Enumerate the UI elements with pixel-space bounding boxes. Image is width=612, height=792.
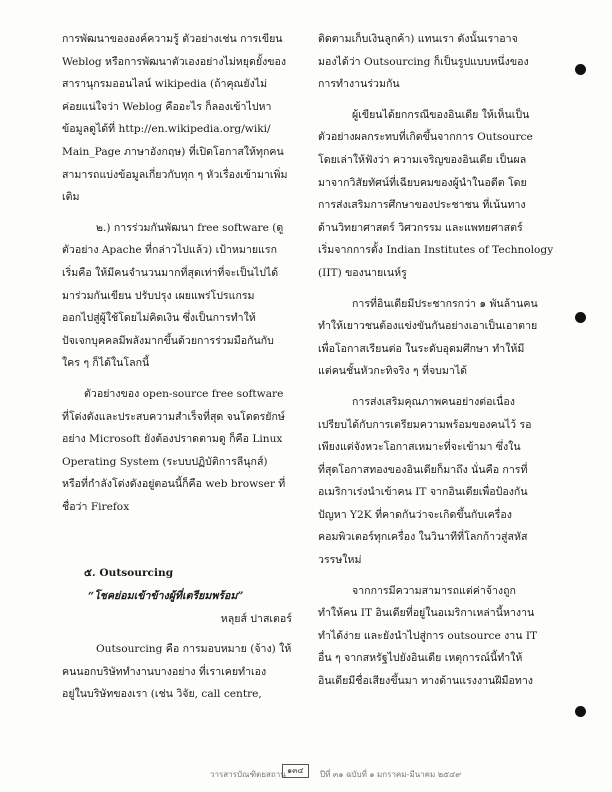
spacer	[62, 518, 302, 562]
paragraph	[318, 391, 554, 572]
text-line: (IIT) ของนายเนห์รู	[318, 266, 407, 279]
spacer	[62, 209, 302, 217]
spacer	[62, 630, 302, 638]
text-line: แต่คนชั้นหัวกะทิจริง ๆ ที่จบมาได้	[318, 365, 468, 378]
text-line: การทำงานร่วมกัน	[318, 78, 400, 91]
text-line: ชื่อว่า Firefox	[62, 500, 130, 513]
text-line: ผู้เขียนได้ยกกรณีของอินเดีย ให้เห็นเป็น	[352, 108, 530, 121]
text-line: ทำได้ง่าย และยังนำไปสู่การ outsource งาน IT	[318, 629, 538, 642]
spacer	[318, 96, 554, 104]
text-line: การพัฒนาขององค์ความรู้ ตัวอย่างเช่น การเขียน	[62, 33, 283, 45]
text-line: ติดตามเก็บเงินลูกค้า) แทนเรา ดังนั้นเราอาจ	[318, 33, 518, 45]
text-line: การส่งเสริมการศึกษาของประชาชน ที่เน้นทาง	[318, 199, 526, 212]
volume-issue: ปีที่ ๓๑ ฉบับที่ ๑ มกราคม-มีนาคม ๒๕๔๙	[320, 770, 462, 779]
text-line: ปัจเจกบุคคลมีพลังมากขึ้นด้วยการร่วมมือกันกับ	[62, 334, 274, 347]
text-line: หรือที่กำลังโด่งดังอยู่ตอนนี้ก็คือ web browser ที่	[62, 478, 286, 491]
text-line: เติม	[62, 191, 80, 204]
text-line: ทำให้เยาวชนต้องแข่งขันกันอย่างเอาเป็นเอาตาย	[318, 320, 538, 333]
text-line: ที่โด่งดังและประสบความสำเร็จที่สุด จนโดดรยักษ์	[62, 410, 285, 423]
epigraph-byline: หลุยส์ ปาสเตอร์	[220, 612, 292, 625]
text-line: เพื่อโอกาสเรียนต่อ ในระดับอุดมศึกษา ทำให้มี	[318, 342, 525, 355]
paragraph	[62, 383, 302, 519]
text-line: ใคร ๆ ก็ได้ในโลกนี้	[62, 357, 150, 370]
punch-hole-mark	[575, 312, 586, 323]
text-line: มองได้ว่า Outsourcing ก็เป็นรูปแบบหนึ่งของ	[318, 55, 529, 68]
text-line: คอมพิวเตอร์ทุกเครื่อง ในวินาทีที่โลกก้าวสู่สหัส	[318, 531, 528, 544]
text-line: เพียงแต่จังหวะโอกาสเหมาะที่จะเข้ามา ซึ่งใน	[318, 441, 521, 454]
spacer	[318, 285, 554, 293]
epigraph-quote: “โชคย่อมเข้าข้างผู้ที่เตรียมพร้อม”	[88, 590, 244, 603]
text-line: Weblog หรือการพัฒนาตัวเองอย่างไม่หยุดยั้งของ	[62, 55, 287, 68]
text-line: การส่งเสริมคุณภาพคนอย่างต่อเนื่อง	[352, 395, 515, 408]
text-line: วรรษใหม่	[318, 554, 362, 567]
text-line: การที่อินเดียมีประชากรกว่า ๑ พันล้านคน	[352, 297, 538, 310]
text-line: ด้านวิทยาศาสตร์ วิศวกรรม และแพทยศาสตร์	[318, 221, 523, 234]
text-line: อินเดียมีชื่อเสียงขึ้นมา ทางด้านแรงงานฝีมือทาง	[318, 675, 533, 688]
text-line: ข้อมูลดูได้ที่ http://en.wikipedia.org/wiki/	[62, 123, 271, 136]
text-line: อยู่ในบริษัทของเรา (เช่น วิจัย, call centre,	[62, 688, 262, 701]
punch-hole-mark	[575, 706, 586, 717]
text-line: อเมริกาเร่งนำเข้าคน IT จากอินเดียเพื่อป้องกัน	[318, 486, 528, 499]
text-line: สามารถแบ่งข้อมูลเกี่ยวกับทุก ๆ หัวเรื่องเข้ามาเพิ่ม	[62, 168, 288, 181]
paragraph	[318, 293, 554, 383]
journal-name: วารสารบัณฑิตยสถาน	[210, 770, 286, 779]
spacer	[318, 383, 554, 391]
text-line: ปัญหา Y2K ที่คาดกันว่าจะเกิดขึ้นกับเครื่อง	[318, 508, 512, 521]
paragraph	[62, 638, 302, 706]
text-line: ทำให้คน IT อินเดียที่อยู่ในอเมริกาเหล่านี้หางาน	[318, 607, 535, 620]
text-line: มาจากวิสัยทัศน์ที่เฉียบคมของผู้นำในอดีต โดย	[318, 176, 527, 189]
spacer	[62, 375, 302, 383]
left-column	[62, 28, 302, 706]
text-line: เริ่มคือ ให้มีคนจำนวนมากที่สุดเท่าที่จะเป็นไปได้	[62, 266, 279, 279]
text-line: Main_Page ภาษาอังกฤษ) ที่เปิดโอกาสให้ทุกคน	[62, 145, 284, 158]
section-heading: ๕. Outsourcing	[84, 567, 174, 580]
text-line: โดยเล่าให้ฟังว่า ความเจริญของอินเดีย เป็นผล	[318, 153, 527, 166]
page-number: ๑๓๔	[282, 764, 309, 778]
text-line: Operating System (ระบบปฏิบัติการลีนุกส์)	[62, 455, 268, 468]
punch-hole-mark	[575, 64, 586, 75]
text-line: สารานุกรมออนไลน์ wikipedia (ถ้าคุณยังไม่	[62, 78, 268, 91]
text-line: ๒.) การร่วมกันพัฒนา free software (ดู	[96, 221, 284, 234]
paragraph	[318, 580, 554, 693]
text-line: คนนอกบริษัททำงานบางอย่าง ที่เราเคยทำเอง	[62, 665, 267, 678]
text-line: อย่าง Microsoft ยังต้องปราดตามดู ก็คือ Linux	[62, 433, 283, 446]
paragraph	[62, 217, 302, 375]
text-line: ออกไปสู่ผู้ใช้โดยไม่คิดเงิน ซึ่งเป็นการทำให้	[62, 312, 256, 325]
paragraph	[62, 28, 302, 209]
text-line: ที่สุดโอกาสทองของอินเดียก็มาถึง นั่นคือ การที่	[318, 463, 528, 476]
text-line: มาร่วมกันเขียน ปรับปรุง เผยแพร่โปรแกรม	[62, 289, 255, 302]
spacer	[318, 572, 554, 580]
text-line: ตัวอย่าง Apache ที่กล่าวไปแล้ว) เป้าหมายแรก	[62, 244, 277, 257]
text-line: จากการมีความสามารถแต่ค่าจ้างถูก	[352, 584, 516, 597]
text-line: เริ่มจากการตั้ง Indian Institutes of Technology	[318, 244, 554, 257]
text-line: ตัวอย่างผลกระทบที่เกิดขึ้นจากการ Outsource	[318, 131, 533, 144]
paragraph	[318, 104, 554, 285]
right-column	[318, 28, 554, 693]
paragraph	[318, 28, 554, 96]
text-line: Outsourcing คือ การมอบหมาย (จ้าง) ให้	[96, 643, 292, 656]
text-line: ตัวอย่างของ open-source free software	[84, 387, 284, 400]
text-line: เปรียบได้กับการเตรียมความพร้อมของคนไว้ รอ	[318, 418, 532, 431]
text-line: อื่น ๆ จากสหรัฐไปยังอินเดีย เหตุการณ์นี้ทำให้	[318, 652, 523, 665]
text-line: ค่อยแน่ใจว่า Weblog คืออะไร ก็ลองเข้าไปหา	[62, 100, 272, 113]
